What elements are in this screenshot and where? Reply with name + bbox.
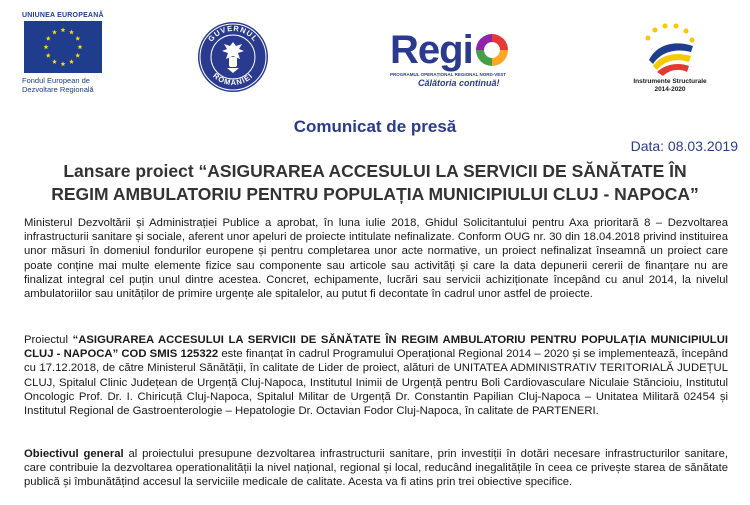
svg-text:GUVERNUL: GUVERNUL xyxy=(206,23,260,44)
instrumente-caption-1: Instrumente Structurale xyxy=(633,78,707,85)
paragraph-2-rest: este finanțat în cadrul Programului Operațional Regional 2014 – 2020 și se implementează, începând cu 17.12.2018, de către Ministerul Sănătății, în calitate de Lider de proiect, alături de UNITATEA ADMINISTRATIV TERITORIALĂ JUDEȚUL CLUJ, Spitalul Clinic Județean de Urgență Cluj-Napoca, Institutul Inimii de Urgență pentru Boli Cardiovasculare Niculaie Stăncioiu, Institutul Oncologic Prof. Dr. I. Chiricuță Cluj-Napoca, Spitalul Militar de Urgență Dr. Constantin Papilian Cluj-Napoca – Unitatea Militară 02454 și Institutul Regional de Gastroenterologie – Hepatologie Dr. Octavian Fodor Cluj-Napoca, în calitate de PARTENERI. xyxy=(24,348,728,418)
paragraph-3-lead: Obiectivul general xyxy=(24,448,124,460)
regio-logo-tagline: Călătoria continuă! xyxy=(418,78,500,88)
regio-o-icon xyxy=(474,32,510,68)
paragraph-2-project-name: “ASIGURAREA ACCESULUI LA SERVICII DE SĂNĂTATE ÎN REGIM AMBULATORIU PENTRU POPULAȚIA MUNICIPIULUI CLUJ - NAPOCA” COD SMIS 125322 xyxy=(24,334,728,361)
project-title xyxy=(20,160,730,206)
paragraph-3-rest: al proiectului presupune dezvoltarea infrastructurii sanitare, prin investiții în dotări necesare infrastructurilor sanitare, care contribuie la dezvoltarea operationalității la nivel național, regional și local, reducând inegalitățile în ceea ce privește starea de sănătate publică și îmbunătățind accesul la serviciile medicale de calitate. Acesta va fi atins prin trei obiective specifice. xyxy=(24,448,728,489)
regio-logo-word: Regi xyxy=(390,28,473,72)
instrumente-caption-2: 2014-2020 xyxy=(654,86,686,93)
release-date: Data: 08.03.2019 xyxy=(630,138,738,154)
eu-logo-caption-1: Fondul European de xyxy=(22,76,90,85)
regio-logo-subline: PROGRAMUL OPERAȚIONAL REGIONAL NORD-VEST xyxy=(390,72,507,77)
eu-logo-caption-2: Dezvoltare Regională xyxy=(22,85,94,94)
eu-logo xyxy=(22,12,122,94)
svg-text:ROMÂNIEI: ROMÂNIEI xyxy=(211,70,255,88)
eu-logo-title: UNIUNEA EUROPEANĂ xyxy=(22,12,104,19)
instrumente-structurale-icon xyxy=(635,20,705,78)
paragraph-2 xyxy=(24,333,728,418)
paragraph-2-start: Proiectul xyxy=(24,334,73,346)
eu-flag-icon xyxy=(24,21,102,73)
government-seal xyxy=(196,20,270,94)
paragraph-1: Ministerul Dezvoltării și Administrației Publice a aprobat, în luna iulie 2018, Ghidul Solicitantului pentru Axa prioritară 8 – Dezvoltarea infrastructurii sanitare și sociale, aferent unor apeluri de proiecte intitulate nefinalizate. Conform OUG nr. 30 din 18.04.2018 privind instituirea unor măsuri în domeniul fondurilor europene și pentru completarea unor acte normative, un proiect nefinalizat înseamnă un proiect care poate conține mai multe elemente fizice sau componente sau articole sau activități și care la data depunerii cererii de finanțare nu are finalizat integral cel puțin unul dintre acestea. Concret, echipamente, lucrări sau servicii achiziționate începând cu anul 2014, la nivelul ambulatoriilor sau unităților de primire urgențe ale spitalelor, au putut fi decontate în cadrul unor astfel de proiecte. xyxy=(24,217,728,301)
press-release-heading: Comunicat de presă xyxy=(293,117,457,136)
logo-bar xyxy=(0,0,750,108)
project-title-line-1: Lansare proiect “ASIGURAREA ACCESULUI LA SERVICII DE SĂNĂTATE ÎN xyxy=(63,161,687,181)
instrumente-structurale-logo xyxy=(615,20,725,94)
regio-logo xyxy=(390,30,530,102)
paragraph-3 xyxy=(24,447,728,490)
project-title-line-2: REGIM AMBULATORIU PENTRU POPULAȚIA MUNICIPIULUI CLUJ - NAPOCA” xyxy=(51,184,699,204)
government-seal-icon xyxy=(196,20,270,94)
